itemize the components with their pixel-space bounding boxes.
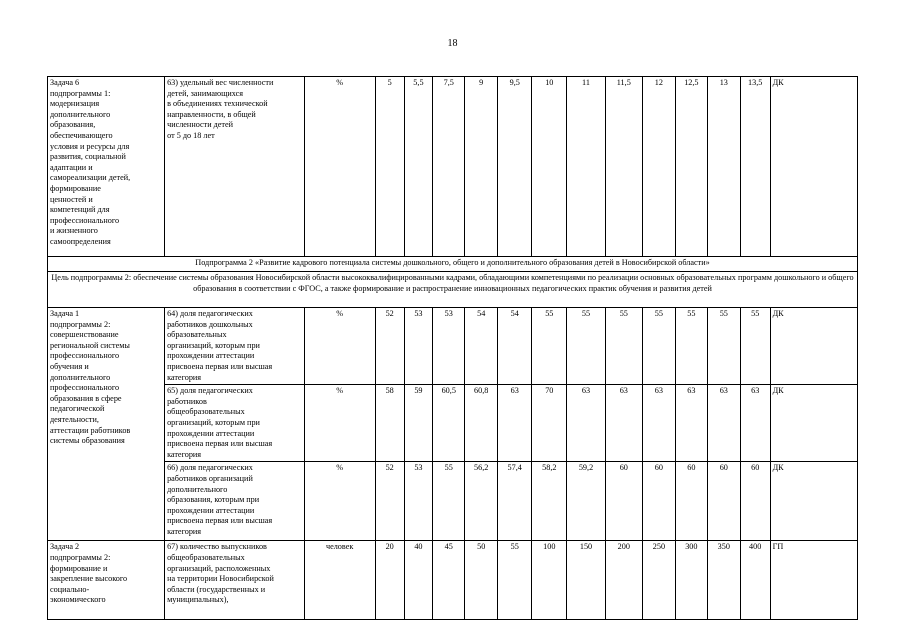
value-cell: 10 <box>532 77 567 257</box>
value-cell: 63 <box>642 385 675 462</box>
task-cell: Задача 2 подпрограммы 2: формирование и закрепление высокого социально- экономического <box>48 541 165 620</box>
value-cell: 55 <box>675 308 707 385</box>
value-cell: 63 <box>675 385 707 462</box>
subprogram-title: Подпрограмма 2 «Развитие кадрового потенциала системы дошкольного, общего и дополнительного образования детей в Новосибирской области» <box>48 257 858 272</box>
table-row <box>48 308 858 385</box>
responsible-cell: ДК <box>770 385 857 462</box>
value-cell: 45 <box>433 541 465 620</box>
value-cell: 12,5 <box>675 77 707 257</box>
value-cell: 11 <box>567 77 605 257</box>
indicator-cell: 67) количество выпускников общеобразовательных организаций, расположенных на территории Новосибирской области (государственных и муниципальных), <box>165 541 304 620</box>
value-cell: 13,5 <box>740 77 770 257</box>
value-cell: 60 <box>740 462 770 541</box>
value-cell: 55 <box>642 308 675 385</box>
value-cell: 52 <box>375 462 404 541</box>
unit-cell: человек <box>304 541 375 620</box>
value-cell: 59,2 <box>567 462 605 541</box>
value-cell: 60,8 <box>465 385 498 462</box>
value-cell: 5 <box>375 77 404 257</box>
value-cell: 53 <box>404 462 433 541</box>
value-cell: 12 <box>642 77 675 257</box>
value-cell: 300 <box>675 541 707 620</box>
value-cell: 57,4 <box>498 462 532 541</box>
responsible-cell: ДК <box>770 77 857 257</box>
value-cell: 54 <box>498 308 532 385</box>
value-cell: 54 <box>465 308 498 385</box>
value-cell: 63 <box>707 385 740 462</box>
value-cell: 52 <box>375 308 404 385</box>
table-row <box>48 541 858 620</box>
value-cell: 53 <box>404 308 433 385</box>
value-cell: 63 <box>567 385 605 462</box>
indicator-cell: 63) удельный вес численности детей, занимающихся в объединениях технической направленности, в общей численности детей от 5 до 18 лет <box>165 77 304 257</box>
unit-cell: % <box>304 385 375 462</box>
value-cell: 55 <box>433 462 465 541</box>
value-cell: 53 <box>433 308 465 385</box>
value-cell: 56,2 <box>465 462 498 541</box>
value-cell: 58 <box>375 385 404 462</box>
value-cell: 150 <box>567 541 605 620</box>
unit-cell: % <box>304 308 375 385</box>
subprogram-goal: Цель подпрограммы 2: обеспечение системы образования Новосибирской области высококвалифицированными кадрами, обладающими компетенциями по реализации основных образовательных программ дошкольного и общего образования в соответствии с ФГОС, а также формирование и распространение инновационных педагогических практик обучения и развития детей <box>48 272 858 308</box>
value-cell: 58,2 <box>532 462 567 541</box>
indicators-table <box>47 76 858 620</box>
value-cell: 60 <box>675 462 707 541</box>
indicator-cell: 66) доля педагогических работников организаций дополнительного образования, которым при прохождении аттестации присвоена первая или высшая категория <box>165 462 304 541</box>
value-cell: 100 <box>532 541 567 620</box>
value-cell: 5,5 <box>404 77 433 257</box>
value-cell: 55 <box>498 541 532 620</box>
value-cell: 400 <box>740 541 770 620</box>
value-cell: 200 <box>605 541 642 620</box>
value-cell: 40 <box>404 541 433 620</box>
value-cell: 55 <box>567 308 605 385</box>
table-row <box>48 77 858 257</box>
value-cell: 60,5 <box>433 385 465 462</box>
unit-cell: % <box>304 77 375 257</box>
value-cell: 63 <box>498 385 532 462</box>
responsible-cell: ДК <box>770 462 857 541</box>
unit-cell: % <box>304 462 375 541</box>
value-cell: 20 <box>375 541 404 620</box>
indicator-cell: 65) доля педагогических работников общеобразовательных организаций, которым при прохождении аттестации присвоена первая или высшая категория <box>165 385 304 462</box>
responsible-cell: ДК <box>770 308 857 385</box>
value-cell: 7,5 <box>433 77 465 257</box>
value-cell: 250 <box>642 541 675 620</box>
value-cell: 13 <box>707 77 740 257</box>
value-cell: 55 <box>707 308 740 385</box>
task-cell: Задача 1 подпрограммы 2: совершенствование региональной системы профессионального обучения и дополнительного профессионального образования в сфере педагогической деятельности, аттестации работников системы образования <box>48 308 165 541</box>
value-cell: 55 <box>605 308 642 385</box>
table-row <box>48 462 858 541</box>
value-cell: 63 <box>605 385 642 462</box>
value-cell: 60 <box>707 462 740 541</box>
value-cell: 59 <box>404 385 433 462</box>
value-cell: 60 <box>642 462 675 541</box>
value-cell: 50 <box>465 541 498 620</box>
value-cell: 70 <box>532 385 567 462</box>
responsible-cell: ГП <box>770 541 857 620</box>
value-cell: 11,5 <box>605 77 642 257</box>
value-cell: 9 <box>465 77 498 257</box>
value-cell: 350 <box>707 541 740 620</box>
value-cell: 9,5 <box>498 77 532 257</box>
value-cell: 55 <box>532 308 567 385</box>
indicator-cell: 64) доля педагогических работников дошкольных образовательных организаций, которым при прохождении аттестации присвоена первая или высшая категория <box>165 308 304 385</box>
task-cell: Задача 6 подпрограммы 1: модернизация дополнительного образования, обеспечивающего условия и ресурсы для развития, социальной адаптации и самореализации детей, формирование ценностей и компетенций для профессионального и жизненного самоопределения <box>48 77 165 257</box>
value-cell: 63 <box>740 385 770 462</box>
value-cell: 60 <box>605 462 642 541</box>
value-cell: 55 <box>740 308 770 385</box>
table-row <box>48 385 858 462</box>
subprogram-goal-row <box>48 272 858 308</box>
page-number: 18 <box>447 38 458 49</box>
subprogram-title-row <box>48 257 858 272</box>
